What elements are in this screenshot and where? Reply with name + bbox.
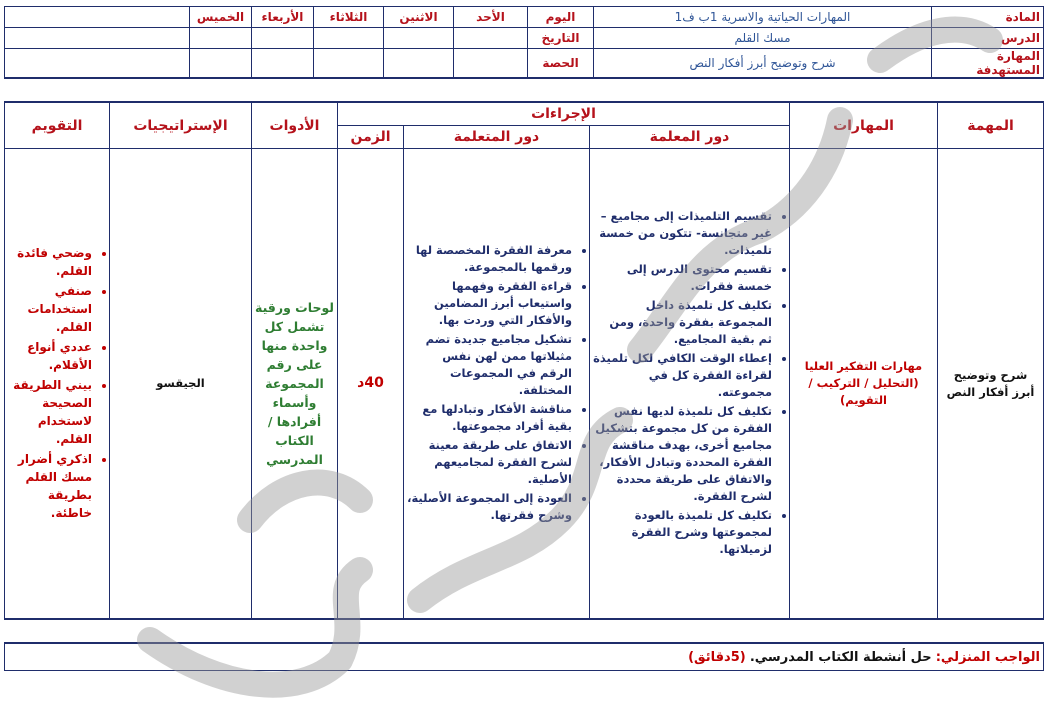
list-item: • العودة إلى المجموعة الأصلية، وشرح فقرتها. [407,490,572,524]
time-cell: 40د [338,149,404,619]
date-label: التاريخ [528,28,594,49]
tools-header: الأدوات [252,103,338,149]
task-header: المهمة [938,103,1044,149]
day-thursday: الخميس [190,7,252,28]
homework-cell [5,644,1044,671]
list-item: • تشكيل مجاميع جديدة تضم مثيلاتها ممن لهن نفس الرقم في المجموعات المختلفة. [407,331,572,399]
list-item: • مناقشة الأفكار وتبادلها مع بقية أفراد مجموعتها. [407,401,572,435]
list-item: • الاتفاق على طريقة معينة لشرح الفقرة لمجاميعهم الأصلية. [407,437,572,488]
strategy-cell: الجيقسو [110,149,252,619]
spacer-row [4,78,1044,102]
homework-duration: (5دقائق) [688,649,746,665]
list-item: • صنفي استخدامات القلم. [8,282,92,336]
day-monday: الاثنين [384,7,454,28]
period-label: الحصة [528,49,594,78]
procedures-header: الإجراءات [338,103,790,126]
day-label: اليوم [528,7,594,28]
list-item: • تقسيم محتوى الدرس إلى خمسة فقرات. [593,261,772,295]
student-role-cell [404,149,590,619]
list-item: • معرفة الفقرة المخصصة لها ورقمها بالمجموعة. [407,242,572,276]
list-item: • تكليف كل تلميذة داخل المجموعة بفقرة واحدة، ومن ثم بقية المجاميع. [593,297,772,348]
target-skill-label: المهارة المستهدفة [932,49,1044,78]
subject-value: المهارات الحياتية والاسرية 1ب ف1 [594,7,932,28]
skills-header: المهارات [790,103,938,149]
list-item: • تكليف كل تلميذة لديها نفس الفقرة من كل مجموعة بتشكيل مجاميع أخرى، بهدف مناقشة الفقرة المحددة وتبادل الأفكار، والاتفاق على طريقة محددة لشرح الفقرة. [593,403,772,505]
lesson-value: مسك القلم [594,28,932,49]
day-wednesday: الأربعاء [252,7,314,28]
header-table [4,6,1044,78]
evaluation-header: التقويم [5,103,110,149]
teacher-role-header: دور المعلمة [590,126,790,149]
task-cell: شرح وتوضيح أبرز أفكار النص [938,149,1044,619]
evaluation-cell [5,149,110,619]
skills-cell: مهارات التفكير العليا (التحليل / التركيب / التقويم) [790,149,938,619]
time-header: الزمن [338,126,404,149]
list-item: • قراءة الفقرة وفهمها واستيعاب أبرز المضامين والأفكار التي وردت بها. [407,278,572,329]
homework-table [4,643,1044,671]
procedures-table [4,102,1044,619]
tools-cell: لوحات ورقية تشمل كل واحدة منها على رقم المجموعة وأسماء أفرادها / الكتاب المدرسي [252,149,338,619]
list-item: • وضحي فائدة القلم. [8,244,92,280]
spacer-row [4,619,1044,643]
list-item: • بيني الطريقة الصحيحة لاستخدام القلم. [8,376,92,448]
homework-text: حل أنشطة الكتاب المدرسي. [749,649,932,665]
teacher-role-cell [590,149,790,619]
list-item: • عددي أنواع الأقلام. [8,338,92,374]
day-tuesday: الثلاثاء [314,7,384,28]
student-role-header: دور المتعلمة [404,126,590,149]
list-item: • تكليف كل تلميذة بالعودة لمجموعتها وشرح الفقرة لزميلاتها. [593,507,772,558]
list-item: • إعطاء الوقت الكافي لكل تلميذة لقراءة الفقرة كل في مجموعته. [593,350,772,401]
lesson-plan-sheet [4,6,1044,714]
list-item: • تقسيم التلميذات إلى مجاميع – غير متجانسة- تتكون من خمسة تلميذات. [593,208,772,259]
strategies-header: الإستراتيجيات [110,103,252,149]
list-item: • اذكري أضرار مسك القلم بطريقة خاطئة. [8,450,92,522]
target-skill-value: شرح وتوضيح أبرز أفكار النص [594,49,932,78]
homework-label: الواجب المنزلي: [935,649,1040,665]
day-sunday: الأحد [454,7,528,28]
subject-label: المادة [932,7,1044,28]
lesson-label: الدرس [932,28,1044,49]
